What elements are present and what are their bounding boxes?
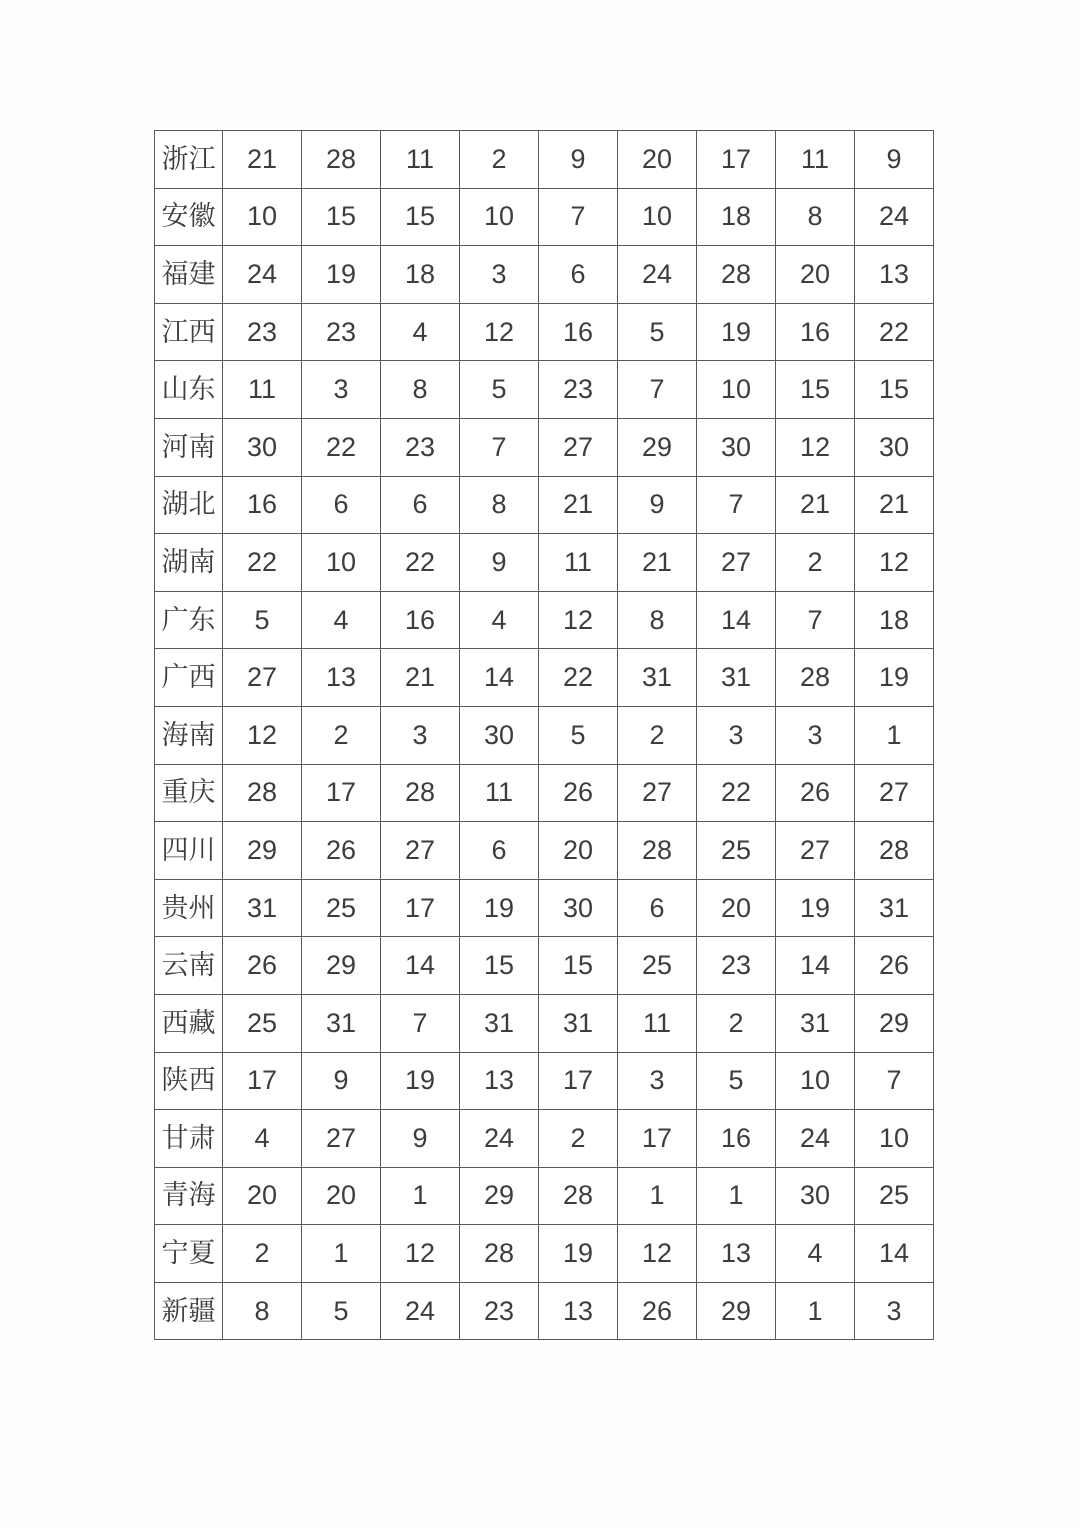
table-row <box>155 822 934 880</box>
value-cell: 12 <box>539 591 618 649</box>
value-cell: 5 <box>223 591 302 649</box>
value-cell: 1 <box>302 1225 381 1283</box>
value-cell: 21 <box>618 534 697 592</box>
province-name-cell: 福建 <box>155 246 223 304</box>
value-cell: 7 <box>460 418 539 476</box>
value-cell: 4 <box>223 1110 302 1168</box>
value-cell: 3 <box>381 706 460 764</box>
value-cell: 3 <box>855 1282 934 1340</box>
value-cell: 15 <box>855 361 934 419</box>
province-name-cell: 广东 <box>155 591 223 649</box>
province-name-cell: 贵州 <box>155 879 223 937</box>
value-cell: 30 <box>776 1167 855 1225</box>
value-cell: 18 <box>381 246 460 304</box>
table-row <box>155 764 934 822</box>
value-cell: 27 <box>855 764 934 822</box>
value-cell: 8 <box>618 591 697 649</box>
province-name-cell: 山东 <box>155 361 223 419</box>
value-cell: 11 <box>223 361 302 419</box>
table-row <box>155 1225 934 1283</box>
value-cell: 14 <box>381 937 460 995</box>
value-cell: 10 <box>302 534 381 592</box>
table-row <box>155 418 934 476</box>
value-cell: 16 <box>223 476 302 534</box>
value-cell: 7 <box>855 1052 934 1110</box>
value-cell: 3 <box>618 1052 697 1110</box>
value-cell: 27 <box>618 764 697 822</box>
province-name-cell: 青海 <box>155 1167 223 1225</box>
value-cell: 15 <box>460 937 539 995</box>
value-cell: 22 <box>855 303 934 361</box>
value-cell: 28 <box>618 822 697 880</box>
value-cell: 24 <box>855 188 934 246</box>
value-cell: 3 <box>776 706 855 764</box>
value-cell: 16 <box>776 303 855 361</box>
value-cell: 5 <box>618 303 697 361</box>
value-cell: 28 <box>223 764 302 822</box>
province-name-cell: 河南 <box>155 418 223 476</box>
value-cell: 6 <box>460 822 539 880</box>
province-name-cell: 西藏 <box>155 994 223 1052</box>
value-cell: 23 <box>223 303 302 361</box>
value-cell: 4 <box>302 591 381 649</box>
value-cell: 11 <box>460 764 539 822</box>
value-cell: 26 <box>618 1282 697 1340</box>
province-name-cell: 湖南 <box>155 534 223 592</box>
value-cell: 12 <box>381 1225 460 1283</box>
province-name-cell: 甘肃 <box>155 1110 223 1168</box>
value-cell: 25 <box>223 994 302 1052</box>
value-cell: 28 <box>539 1167 618 1225</box>
province-name-cell: 新疆 <box>155 1282 223 1340</box>
value-cell: 30 <box>539 879 618 937</box>
value-cell: 27 <box>223 649 302 707</box>
value-cell: 25 <box>618 937 697 995</box>
value-cell: 23 <box>381 418 460 476</box>
value-cell: 27 <box>697 534 776 592</box>
value-cell: 26 <box>855 937 934 995</box>
value-cell: 12 <box>618 1225 697 1283</box>
value-cell: 11 <box>539 534 618 592</box>
value-cell: 4 <box>460 591 539 649</box>
value-cell: 20 <box>776 246 855 304</box>
value-cell: 10 <box>697 361 776 419</box>
value-cell: 21 <box>855 476 934 534</box>
table-row <box>155 591 934 649</box>
value-cell: 13 <box>302 649 381 707</box>
value-cell: 26 <box>223 937 302 995</box>
value-cell: 28 <box>697 246 776 304</box>
value-cell: 2 <box>223 1225 302 1283</box>
value-cell: 9 <box>381 1110 460 1168</box>
value-cell: 8 <box>381 361 460 419</box>
value-cell: 21 <box>776 476 855 534</box>
value-cell: 2 <box>618 706 697 764</box>
table-row <box>155 1167 934 1225</box>
value-cell: 31 <box>302 994 381 1052</box>
value-cell: 13 <box>697 1225 776 1283</box>
table-row <box>155 937 934 995</box>
value-cell: 23 <box>460 1282 539 1340</box>
value-cell: 24 <box>618 246 697 304</box>
province-name-cell: 四川 <box>155 822 223 880</box>
value-cell: 10 <box>618 188 697 246</box>
value-cell: 13 <box>539 1282 618 1340</box>
value-cell: 1 <box>381 1167 460 1225</box>
value-cell: 7 <box>381 994 460 1052</box>
value-cell: 22 <box>381 534 460 592</box>
value-cell: 1 <box>618 1167 697 1225</box>
value-cell: 28 <box>776 649 855 707</box>
value-cell: 27 <box>302 1110 381 1168</box>
value-cell: 17 <box>302 764 381 822</box>
province-name-cell: 云南 <box>155 937 223 995</box>
value-cell: 16 <box>381 591 460 649</box>
value-cell: 24 <box>381 1282 460 1340</box>
value-cell: 5 <box>539 706 618 764</box>
value-cell: 6 <box>539 246 618 304</box>
province-name-cell: 重庆 <box>155 764 223 822</box>
value-cell: 6 <box>618 879 697 937</box>
value-cell: 21 <box>223 131 302 189</box>
value-cell: 15 <box>381 188 460 246</box>
value-cell: 9 <box>460 534 539 592</box>
value-cell: 10 <box>460 188 539 246</box>
table-row <box>155 1052 934 1110</box>
value-cell: 9 <box>539 131 618 189</box>
value-cell: 26 <box>539 764 618 822</box>
table-row <box>155 879 934 937</box>
value-cell: 19 <box>855 649 934 707</box>
value-cell: 30 <box>855 418 934 476</box>
value-cell: 1 <box>697 1167 776 1225</box>
value-cell: 25 <box>302 879 381 937</box>
value-cell: 28 <box>855 822 934 880</box>
value-cell: 1 <box>855 706 934 764</box>
value-cell: 6 <box>302 476 381 534</box>
value-cell: 23 <box>302 303 381 361</box>
value-cell: 30 <box>460 706 539 764</box>
value-cell: 20 <box>539 822 618 880</box>
value-cell: 26 <box>776 764 855 822</box>
value-cell: 11 <box>381 131 460 189</box>
value-cell: 31 <box>539 994 618 1052</box>
value-cell: 20 <box>618 131 697 189</box>
value-cell: 17 <box>381 879 460 937</box>
value-cell: 19 <box>381 1052 460 1110</box>
value-cell: 4 <box>381 303 460 361</box>
value-cell: 14 <box>697 591 776 649</box>
value-cell: 21 <box>381 649 460 707</box>
value-cell: 30 <box>223 418 302 476</box>
value-cell: 22 <box>539 649 618 707</box>
value-cell: 7 <box>697 476 776 534</box>
value-cell: 16 <box>539 303 618 361</box>
province-name-cell: 陕西 <box>155 1052 223 1110</box>
value-cell: 10 <box>223 188 302 246</box>
value-cell: 27 <box>539 418 618 476</box>
table-row <box>155 188 934 246</box>
value-cell: 24 <box>223 246 302 304</box>
value-cell: 3 <box>302 361 381 419</box>
table-row <box>155 706 934 764</box>
value-cell: 29 <box>697 1282 776 1340</box>
value-cell: 22 <box>697 764 776 822</box>
value-cell: 30 <box>697 418 776 476</box>
value-cell: 19 <box>697 303 776 361</box>
value-cell: 13 <box>855 246 934 304</box>
value-cell: 25 <box>855 1167 934 1225</box>
value-cell: 19 <box>539 1225 618 1283</box>
province-name-cell: 海南 <box>155 706 223 764</box>
value-cell: 2 <box>697 994 776 1052</box>
table-body <box>155 131 934 1340</box>
value-cell: 12 <box>223 706 302 764</box>
value-cell: 9 <box>855 131 934 189</box>
value-cell: 24 <box>460 1110 539 1168</box>
value-cell: 23 <box>697 937 776 995</box>
table-row <box>155 534 934 592</box>
province-data-table <box>154 130 934 1340</box>
province-name-cell: 浙江 <box>155 131 223 189</box>
value-cell: 2 <box>776 534 855 592</box>
province-name-cell: 湖北 <box>155 476 223 534</box>
value-cell: 26 <box>302 822 381 880</box>
value-cell: 31 <box>776 994 855 1052</box>
value-cell: 6 <box>381 476 460 534</box>
value-cell: 14 <box>460 649 539 707</box>
table-row <box>155 361 934 419</box>
table-row <box>155 476 934 534</box>
value-cell: 31 <box>855 879 934 937</box>
table-row <box>155 994 934 1052</box>
value-cell: 13 <box>460 1052 539 1110</box>
value-cell: 3 <box>460 246 539 304</box>
value-cell: 17 <box>223 1052 302 1110</box>
value-cell: 27 <box>776 822 855 880</box>
table-row <box>155 131 934 189</box>
value-cell: 5 <box>460 361 539 419</box>
value-cell: 19 <box>776 879 855 937</box>
value-cell: 8 <box>223 1282 302 1340</box>
value-cell: 8 <box>460 476 539 534</box>
table-row <box>155 246 934 304</box>
province-name-cell: 广西 <box>155 649 223 707</box>
value-cell: 7 <box>618 361 697 419</box>
value-cell: 25 <box>697 822 776 880</box>
value-cell: 10 <box>855 1110 934 1168</box>
value-cell: 7 <box>776 591 855 649</box>
value-cell: 22 <box>223 534 302 592</box>
value-cell: 29 <box>460 1167 539 1225</box>
value-cell: 12 <box>776 418 855 476</box>
value-cell: 17 <box>697 131 776 189</box>
value-cell: 18 <box>855 591 934 649</box>
value-cell: 3 <box>697 706 776 764</box>
table-row <box>155 1110 934 1168</box>
value-cell: 29 <box>302 937 381 995</box>
value-cell: 15 <box>776 361 855 419</box>
value-cell: 31 <box>697 649 776 707</box>
value-cell: 2 <box>539 1110 618 1168</box>
value-cell: 23 <box>539 361 618 419</box>
value-cell: 15 <box>539 937 618 995</box>
value-cell: 28 <box>460 1225 539 1283</box>
value-cell: 29 <box>855 994 934 1052</box>
value-cell: 19 <box>302 246 381 304</box>
value-cell: 20 <box>697 879 776 937</box>
value-cell: 10 <box>776 1052 855 1110</box>
table-row <box>155 1282 934 1340</box>
value-cell: 7 <box>539 188 618 246</box>
value-cell: 11 <box>776 131 855 189</box>
value-cell: 31 <box>618 649 697 707</box>
value-cell: 2 <box>460 131 539 189</box>
value-cell: 1 <box>776 1282 855 1340</box>
value-cell: 17 <box>618 1110 697 1168</box>
value-cell: 27 <box>381 822 460 880</box>
value-cell: 20 <box>302 1167 381 1225</box>
value-cell: 29 <box>618 418 697 476</box>
value-cell: 21 <box>539 476 618 534</box>
value-cell: 28 <box>302 131 381 189</box>
value-cell: 31 <box>460 994 539 1052</box>
value-cell: 11 <box>618 994 697 1052</box>
value-cell: 9 <box>302 1052 381 1110</box>
value-cell: 31 <box>223 879 302 937</box>
value-cell: 2 <box>302 706 381 764</box>
table-row <box>155 649 934 707</box>
value-cell: 14 <box>855 1225 934 1283</box>
value-cell: 12 <box>855 534 934 592</box>
value-cell: 24 <box>776 1110 855 1168</box>
value-cell: 17 <box>539 1052 618 1110</box>
value-cell: 9 <box>618 476 697 534</box>
value-cell: 15 <box>302 188 381 246</box>
value-cell: 19 <box>460 879 539 937</box>
value-cell: 4 <box>776 1225 855 1283</box>
value-cell: 18 <box>697 188 776 246</box>
value-cell: 20 <box>223 1167 302 1225</box>
value-cell: 5 <box>302 1282 381 1340</box>
value-cell: 8 <box>776 188 855 246</box>
value-cell: 29 <box>223 822 302 880</box>
table-row <box>155 303 934 361</box>
value-cell: 28 <box>381 764 460 822</box>
province-name-cell: 安徽 <box>155 188 223 246</box>
value-cell: 14 <box>776 937 855 995</box>
value-cell: 22 <box>302 418 381 476</box>
value-cell: 16 <box>697 1110 776 1168</box>
province-name-cell: 江西 <box>155 303 223 361</box>
province-name-cell: 宁夏 <box>155 1225 223 1283</box>
value-cell: 5 <box>697 1052 776 1110</box>
value-cell: 12 <box>460 303 539 361</box>
